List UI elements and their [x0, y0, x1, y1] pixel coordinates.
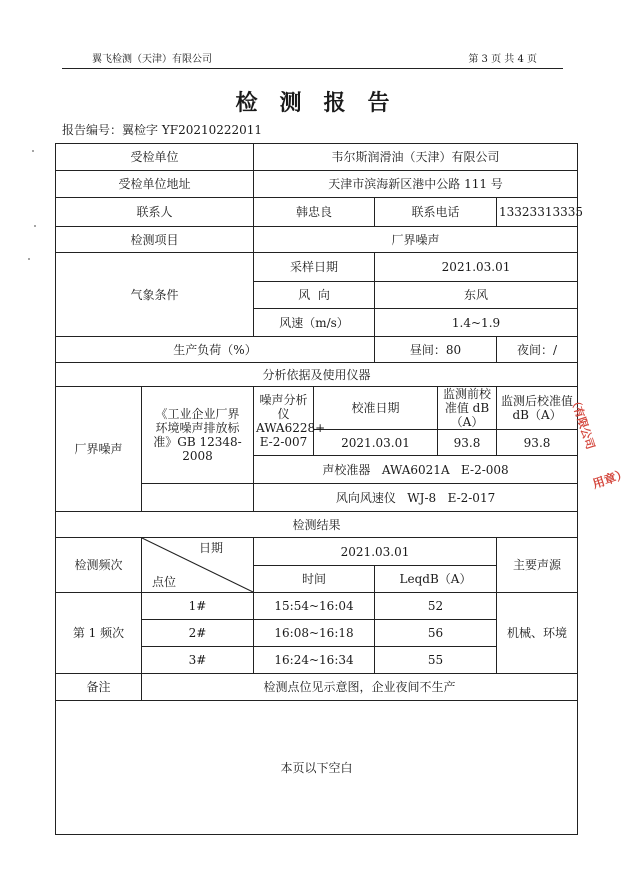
- results-date: 2021.03.01: [254, 538, 497, 566]
- time-1: 15:54~16:04: [254, 593, 375, 620]
- leq-2: 56: [375, 620, 497, 647]
- wind-direction: 东风: [375, 282, 578, 309]
- time-3: 16:24~16:34: [254, 647, 375, 674]
- basis-section-title: 分析依据及使用仪器: [56, 363, 578, 387]
- scan-speck: [34, 225, 36, 227]
- post-calibration-value: 93.8: [497, 430, 578, 456]
- phone-number: 13323313335: [497, 198, 578, 227]
- load-day: 昼间：80: [375, 337, 497, 363]
- company-seal: [567, 384, 638, 504]
- client-unit: 韦尔斯润滑油（天津）有限公司: [254, 144, 578, 171]
- time-label: 时间: [254, 566, 375, 593]
- header-company: 翼飞检测（天津）有限公司: [92, 54, 212, 65]
- header-page-number: 第 3 页 共 4 页: [468, 54, 537, 65]
- diag-point-label: 点位: [152, 575, 177, 589]
- header-rule: [62, 68, 563, 69]
- post-calibration-label: 监测后校准值 dB（A）: [497, 387, 578, 430]
- basis-item: 厂界噪声: [56, 387, 142, 512]
- results-section-title: 检测结果: [56, 512, 578, 538]
- sampling-date: 2021.03.01: [375, 253, 578, 282]
- diag-date-label: 日期: [199, 541, 224, 555]
- main-source: 机械、环境: [497, 593, 578, 674]
- report-table: [55, 143, 583, 835]
- time-2: 16:08~16:18: [254, 620, 375, 647]
- noise-analyzer: 噪声分析仪 AWA6228+ E-2-007: [254, 387, 314, 456]
- test-item: 厂界噪声: [254, 227, 578, 253]
- report-title: 检测报告: [235, 90, 412, 116]
- pre-calibration-value: 93.8: [438, 430, 497, 456]
- seal-text-line-1: （有限公司: [567, 394, 598, 451]
- blank-note: 本页以下空白: [56, 701, 578, 835]
- source-label: 主要声源: [497, 538, 578, 593]
- calibration-date: 2021.03.01: [314, 430, 438, 456]
- sampling-date-label: 采样日期: [254, 253, 375, 282]
- report-number: 报告编号：翼检字 YF20210222011: [62, 123, 263, 137]
- load-night: 夜间：/: [497, 337, 578, 363]
- basis-standard: 《工业企业厂界环境噪声排放标准》GB 12348-2008: [142, 387, 254, 484]
- leq-1: 52: [375, 593, 497, 620]
- client-address: 天津市滨海新区港中公路 111 号: [254, 171, 578, 198]
- leq-3: 55: [375, 647, 497, 674]
- wind-direction-label: 风 向: [254, 282, 375, 309]
- point-1: 1#: [142, 593, 254, 620]
- remarks-label: 备注: [56, 674, 142, 701]
- contact-name: 韩忠良: [254, 198, 375, 227]
- point-2: 2#: [142, 620, 254, 647]
- seal-text-line-2: 用章）: [590, 466, 630, 492]
- weather-label: 气象条件: [56, 253, 254, 337]
- scan-speck: [32, 150, 34, 152]
- anemometer: 风向风速仪 WJ-8 E-2-017: [254, 484, 578, 512]
- phone-label: 联系电话: [375, 198, 497, 227]
- test-item-label: 检测项目: [56, 227, 254, 253]
- wind-speed: 1.4~1.9: [375, 309, 578, 337]
- point-3: 3#: [142, 647, 254, 674]
- client-unit-label: 受检单位: [56, 144, 254, 171]
- wind-speed-label: 风速（m/s）: [254, 309, 375, 337]
- frequency-label: 检测频次: [56, 538, 142, 593]
- sound-calibrator: 声校准器 AWA6021A E-2-008: [254, 456, 578, 484]
- blank-cell: [142, 484, 254, 512]
- frequency-value: 第 1 频次: [56, 593, 142, 674]
- scan-speck: [28, 258, 30, 260]
- load-label: 生产负荷（%）: [56, 337, 375, 363]
- calibration-date-label: 校准日期: [314, 387, 438, 430]
- remarks-text: 检测点位见示意图，企业夜间不生产: [142, 674, 578, 701]
- pre-calibration-label: 监测前校准值 dB（A）: [438, 387, 497, 430]
- leq-label: LeqdB（A）: [375, 566, 497, 593]
- date-point-header: [142, 538, 254, 593]
- contact-label: 联系人: [56, 198, 254, 227]
- client-address-label: 受检单位地址: [56, 171, 254, 198]
